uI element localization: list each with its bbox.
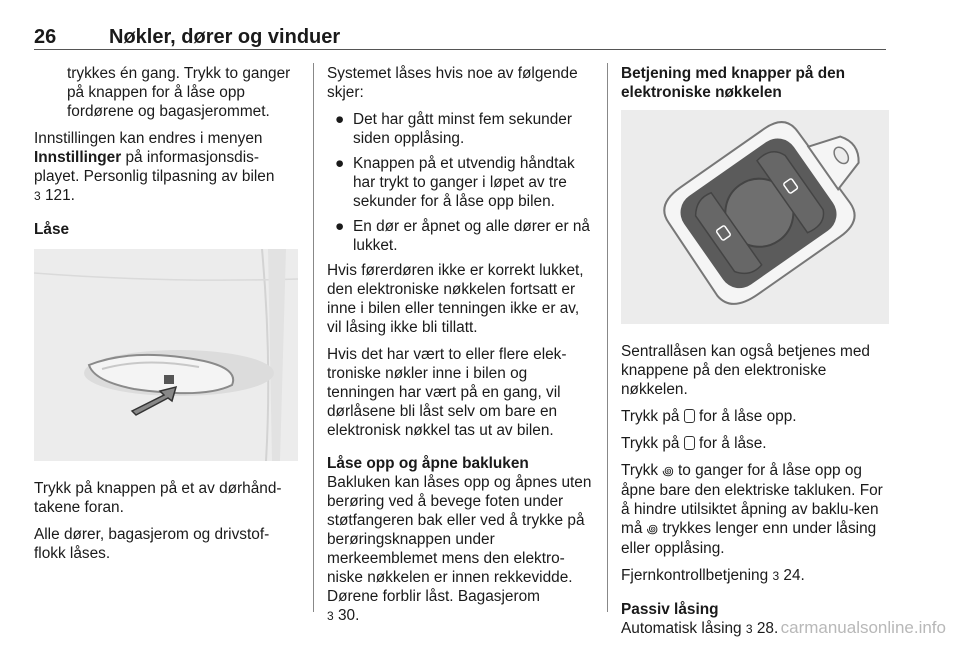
list-item: ● En dør er åpnet og alle dører er nå lukket. [335, 218, 590, 254]
column-middle [327, 64, 592, 634]
paragraph: trykkes én gang. Trykk to ganger på knappen for å låse opp fordørene og bagasjerommet. [67, 65, 291, 120]
bullet-icon: ● [335, 218, 345, 235]
tailgate-icon: ꩜ [646, 522, 659, 536]
page-ref-icon: 3 [34, 189, 41, 203]
header-rule [34, 49, 886, 50]
column-divider [607, 63, 608, 612]
page-ref-link[interactable]: 24. [783, 567, 805, 584]
paragraph: Automatisk låsing 3 28. [621, 620, 779, 637]
paragraph: Sentrallåsen kan også betjenes med knappene på den elektroniske nøkkelen. [621, 343, 870, 398]
paragraph: Bakluken kan låses opp og åpnes uten berøring ved å bevege foten under støtfangeren bak eller ved å trykke på berøringsknappen under merkeemblemet mens den elektro-niske nøkkelen er innen rekkevidde. Dørene forblir låst. Bagasjerom 3 30. [327, 474, 592, 624]
paragraph: Trykk på for å låse. [621, 435, 767, 452]
page-ref-icon: 3 [772, 569, 780, 583]
paragraph: Trykk ꩜ to ganger for å låse opp og åpne bare den elektriske takluken. For å hindre utilsiktet åpning av baklu-ken må ꩜ trykkes lenger enn under låsing eller opplåsing. [621, 462, 883, 557]
key-fob-illustration [621, 110, 889, 324]
paragraph: Trykk på knappen på et av dørhånd-takene foran. [34, 480, 282, 516]
list-item: ● Det har gått minst fem sekunder siden opplåsing. [335, 111, 572, 147]
tailgate-icon: ꩜ [662, 464, 674, 478]
paragraph: Alle dører, bagasjerom og drivstof-flokk låses. [34, 526, 270, 562]
paragraph: Innstillingen kan endres i menyen Innstillinger på informasjonsdis-playet. Personlig tilpasning av bilen 3 121. [34, 130, 275, 204]
page-ref-link[interactable]: 121. [44, 187, 75, 204]
paragraph: Trykk på for å låse opp. [621, 408, 797, 425]
bullet-icon: ● [335, 111, 345, 128]
list-item: ● Knappen på et utvendig håndtak har trykt to ganger i løpet av tre sekunder for å låse opp bilen. [335, 155, 575, 210]
page-header [34, 10, 886, 50]
page-ref-icon: 3 [745, 622, 753, 636]
page-ref-icon: 3 [327, 609, 334, 623]
menu-name: Innstillinger [34, 149, 122, 166]
column-divider [313, 63, 314, 612]
paragraph: Systemet låses hvis noe av følgende skjer: [327, 65, 578, 101]
column-right [621, 64, 889, 647]
page-ref-link[interactable]: 30. [337, 607, 360, 624]
page-number: 26 [34, 26, 57, 48]
bullet-icon: ● [335, 155, 345, 172]
column-left [34, 64, 300, 571]
section-heading: Passiv låsing [621, 601, 719, 618]
bullet-list [327, 110, 592, 255]
paragraph: Hvis det har vært to eller flere elek-troniske nøkler inne i bilen og tenningen har vært på en gang, vil dørlåsene bli låst selv om bare en elektronisk nøkkel tas ut av bilen. [327, 346, 567, 439]
paragraph: Fjernkontrollbetjening 3 24. [621, 567, 805, 584]
paragraph: Hvis førerdøren ikke er korrekt lukket, den elektroniske nøkkelen fortsatt er inne i bilen eller tenningen ikke er av, vil låsing ikke bli tillatt. [327, 262, 584, 336]
chapter-title: Nøkler, dører og vinduer [109, 26, 341, 48]
door-handle-illustration [34, 249, 298, 461]
section-heading: Betjening med knapper på den elektroniske nøkkelen [621, 65, 846, 101]
lock-icon [684, 436, 695, 450]
watermark: carmanualsonline.info [780, 618, 946, 637]
section-heading: Låse opp og åpne bakluken [327, 455, 529, 472]
section-heading: Låse [34, 221, 70, 238]
page-ref-link[interactable]: 28. [756, 620, 779, 637]
unlock-icon [684, 409, 695, 423]
